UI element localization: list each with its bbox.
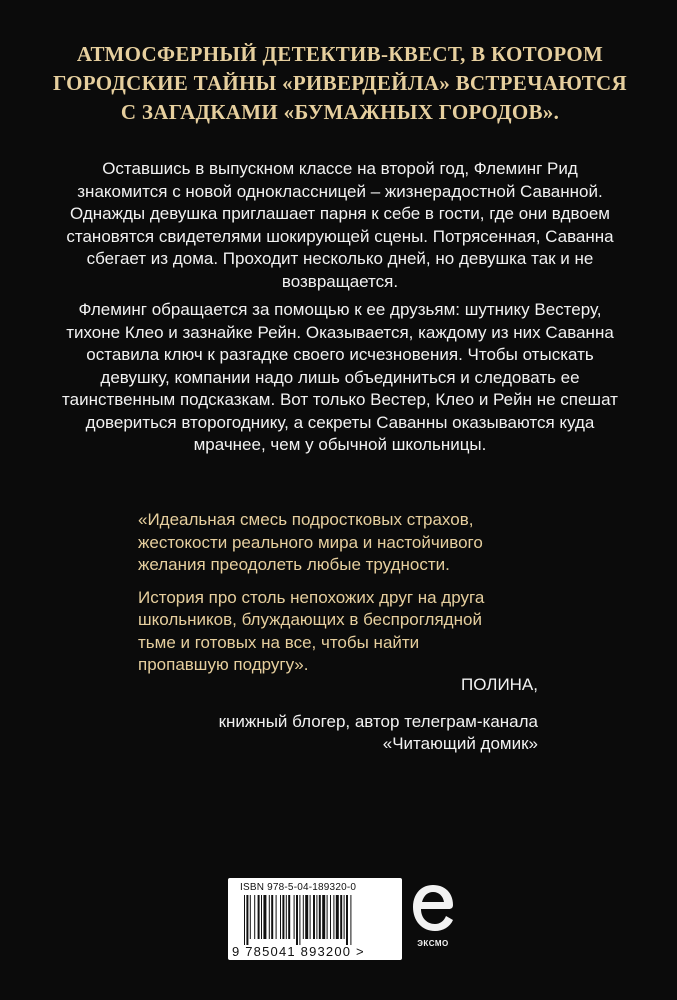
barcode-bar (322, 895, 325, 939)
reviewer-name: ПОЛИНА, (461, 675, 538, 694)
reviewer-role: книжный блогер, автор телеграм-канала (218, 711, 538, 731)
barcode-bar (246, 895, 248, 945)
tagline-line: АТМОСФЕРНЫЙ ДЕТЕКТИВ-КВЕСТ, В КОТОРОМ (76, 42, 604, 66)
description-line: Флеминг обращается за помощью к ее друзьям: шутнику Вестеру, (78, 300, 602, 319)
quote-line: жестокости реального мира и настойчивого (138, 532, 483, 552)
barcode-bar (244, 895, 245, 945)
quote-paragraph-1 (138, 509, 578, 577)
description-line: возвращается. (281, 271, 399, 291)
barcode-bar (263, 895, 266, 939)
tagline-line: С ЗАГАДКАМИ «БУМАЖНЫХ ГОРОДОВ». (120, 100, 560, 124)
quote-attribution (138, 674, 538, 756)
barcode-bar (286, 895, 287, 939)
barcode-bar (333, 895, 334, 939)
barcode-bar (310, 895, 311, 939)
barcode-bar (254, 895, 255, 939)
barcode-bar (350, 895, 351, 945)
barcode-bar (305, 895, 308, 939)
barcode-bar (344, 895, 345, 939)
barcode-digits: 9 785041 893200 > (232, 944, 365, 959)
barcode-bar (336, 895, 339, 939)
barcode-bar (280, 895, 281, 939)
barcode-bar (313, 895, 315, 939)
barcode-bar (261, 895, 262, 939)
tagline-line: ГОРОДСКИЕ ТАЙНЫ «РИВЕРДЕЙЛА» ВСТРЕЧАЮТСЯ (53, 71, 627, 95)
quote-line: пропавшую подругу». (138, 655, 309, 674)
reviewer-role: «Читающий домик» (382, 734, 538, 753)
description-line: оставила ключ к разгадке своего исчезновения. Чтобы отыскать (86, 345, 594, 364)
description-line: довериться второгоднику, а секреты Саванны оказываются куда (85, 412, 595, 432)
book-description (40, 158, 640, 457)
barcode-bar (319, 895, 321, 939)
description-line: тихоне Клео и зазнайке Рейн. Оказывается, каждому из них Саванна (66, 322, 614, 342)
isbn-label: ISBN 978-5-04-189320-0 (240, 882, 357, 893)
barcode-bar (340, 895, 342, 939)
barcode-bar (288, 895, 290, 939)
barcode-bar (258, 895, 260, 939)
eksmo-emblem-icon (409, 881, 457, 939)
barcode-bar (271, 895, 273, 939)
quote-line: «Идеальная смесь подростковых страхов, (138, 510, 474, 529)
description-line: Оставшись в выпускном классе на второй год, Флеминг Рид (102, 159, 578, 178)
description-line: мрачнее, чем у обычной школьницы. (193, 435, 487, 454)
isbn-barcode (228, 878, 402, 960)
quote-paragraph-2 (138, 587, 578, 677)
description-line: сбегает из дома. Проходит несколько дней, но девушка так и не (86, 249, 594, 268)
description-line: становятся свидетелями шокирующей сцены. Потрясенная, Саванна (66, 226, 614, 246)
barcode-bar (330, 895, 331, 939)
barcode-bar (327, 895, 328, 939)
barcode-bar (276, 895, 277, 939)
quote-line: желания преодолеть любые трудности. (138, 555, 450, 574)
eksmo-logo-icon (409, 881, 457, 957)
review-quote (138, 509, 578, 677)
barcode-bar (294, 895, 295, 939)
description-line: Однажды девушка приглашает парня к себе в гости, где они вдвоем (70, 204, 610, 223)
description-line: таинственным подсказкам. Вот только Вестер, Клео и Рейн не спешат (62, 390, 618, 409)
publisher-name: ЭКСМО (417, 939, 449, 948)
barcode-bar (296, 895, 298, 945)
quote-line: школьников, блуждающих в беспроглядной (138, 610, 482, 629)
barcode-bar (303, 895, 304, 939)
barcode-bar (316, 895, 317, 939)
quote-line: История про столь непохожих друг на друга (138, 587, 485, 607)
barcode-bar (346, 895, 348, 945)
tagline (40, 40, 640, 127)
barcode-bar (282, 895, 284, 939)
description-line: знакомится с новой одноклассницей – жизнерадостной Саванной. (77, 181, 603, 201)
description-paragraph-1 (40, 158, 640, 293)
description-paragraph-2 (40, 299, 640, 457)
description-line: девушку, компании надо лишь объединиться и следовать ее (100, 367, 580, 387)
barcode-bar (250, 895, 251, 939)
barcode-bar (299, 895, 300, 945)
barcode-bar (269, 895, 270, 939)
quote-line: тьме и готовых на все, чтобы найти (138, 632, 420, 652)
